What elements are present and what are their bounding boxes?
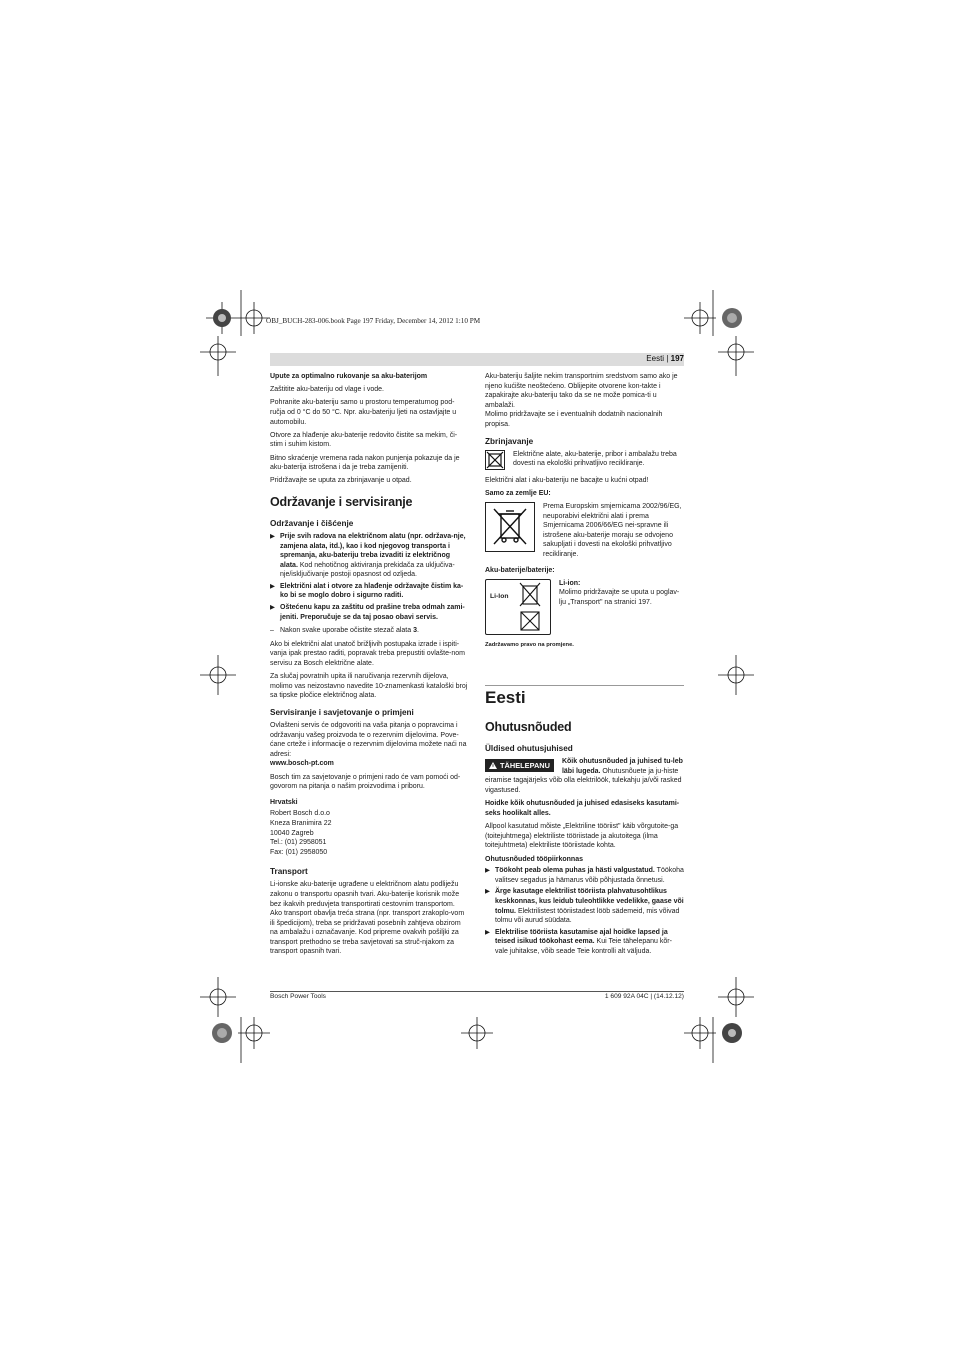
bullet-bold: Prije svih radova na električnom alatu (npr. održava-nje, zamjena alata, itd.), kao i kod njegovog transporta i spremanja, aku-bateriju treba izvaditi iz električnog alata. xyxy=(280,532,466,569)
tip-3: Bitno skraćenje vremena rada nakon punjenja pokazuje da je aku-baterija istrošena i da je treba zamijeniti. xyxy=(270,454,460,472)
warning-bold: Kõik ohutusnõuded ja juhised tu-leb läbi lugeda. xyxy=(561,758,683,775)
registration-mark-icon xyxy=(718,977,754,1017)
language-heading-estonian: Eesti xyxy=(485,688,526,707)
term-definition: Allpool kasutatud mõiste „Elektriline tööriist" käib võrgutoite-ga (toitejuhtmega) elektriliste tööriistade ja akutoitega (ilma toitejuhtmeta) elektriliste tööriistade kohta. xyxy=(485,823,679,850)
subheading-disposal: Zbrinjavanje xyxy=(485,436,534,446)
li-ion-icon-label: Li-Ion xyxy=(490,592,509,600)
transport-paragraph: Li-ionske aku-baterije ugrađene u električnom alatu podliježu zakonu o transportu opasnih tvari. Aku-baterije korisnik može bez ikakvih preduvjeta transportirati cestovnim transportom. Ako transport obavlja treća strana (npr. transport zrakoplo-vom ili špedicijom), treba se pridržavati posebnih zahtjeva obzirom na ambalažu i označavanje. Kod pripreme ovakvih pošiljki za transport prethodno se treba savjetovati sa struč-njakom za transport opasnih tvari. xyxy=(270,881,465,956)
page-number: 197 xyxy=(670,354,684,363)
section-heading-safety: Ohutusnõuded xyxy=(485,720,572,734)
bullet-item xyxy=(270,532,468,580)
registration-mark-icon xyxy=(718,655,754,695)
section-rule xyxy=(485,685,684,686)
li-ion-info xyxy=(559,579,684,608)
li-ion-label: Li-ion: xyxy=(559,579,581,587)
bullet-bold: Električni alat i otvore za hlađenje održavajte čistim ka-ko bi se moglo dobro i sigurno raditi. xyxy=(280,582,464,600)
batteries-label: Aku-baterije/baterije: xyxy=(485,566,555,574)
tip-4: Pridržavajte se uputa za zbrinjavanje u otpad. xyxy=(270,477,412,485)
crossed-bin-icon xyxy=(485,502,535,552)
warning-block xyxy=(485,757,684,795)
bullet-text: Kod nehotičnog aktiviranja prekidača za uključiva-nje/isključivanje postoji opasnost od ozljeda. xyxy=(280,561,455,579)
bullet-bold: Elektrilise tööriista kasutamise ajal hoidke lapsed ja teised isikud töökohast eema. xyxy=(495,928,668,946)
bullet-triangle-icon: ▶ xyxy=(270,532,275,540)
tip-0: Zaštitite aku-bateriju od vlage i vode. xyxy=(270,386,385,394)
bullet-text: Elektrilistest tööriistadest lööb sädemeid, mis võivad tolmu või aurud süüdata. xyxy=(495,907,680,925)
bullet-text: Töökoha valitsev segadus ja hämarus võib põhjustada õnnetusi. xyxy=(495,867,684,884)
national-regs: Molimo pridržavajte se i eventualnih dodatnih nacionalnih propisa. xyxy=(485,411,663,428)
no-household-waste: Električni alat i aku-bateriju ne bacajte u kućni otpad! xyxy=(485,476,649,484)
repair-paragraph: Ako bi električni alat unatoč brižljivih postupaka izrade i ispiti-vanja ipak prestao raditi, popravak treba prepustiti ovlašte-nom servisu za Bosch električne alate. xyxy=(270,640,465,668)
color-target-icon xyxy=(213,309,231,327)
registration-mark-icon xyxy=(238,1017,270,1049)
service-paragraph: Ovlašteni servis će odgovoriti na vaša pitanja o popravcima i održavanju vašeg proizvoda te o rezervnim dijelovima. Pove-ćane crteže i informacije o rezervnim dijelovima možete naći na adresi: xyxy=(270,722,467,758)
tips-title: Upute za optimalno rukovanje sa aku-baterijom xyxy=(270,373,428,380)
bullet-bold: Ärge kasutage elektrilist tööriista plahvatusohtlikus keskkonnas, kus leidub tuleohtlikke vedelikke, gaase või tolmu. xyxy=(495,888,684,915)
address-line: Fax: (01) 2958050 xyxy=(270,848,328,856)
li-ion-row xyxy=(485,579,684,635)
footer-doc-number: 1 609 92A 04C | (14.12.12) xyxy=(604,993,684,1000)
warning-text: Ohutusnõuete ja ju-histe eiramise tagajärjeks võib olla elektrilöök, tulekahju ja/või rasked vigastused. xyxy=(485,767,682,794)
color-target-icon xyxy=(722,308,742,328)
bullet-text: Kui Teie tähelepanu kõr-vale juhitakse, võib seade Teie kontrolli alt väljuda. xyxy=(495,938,672,955)
bullet-triangle-icon: ▶ xyxy=(485,888,490,896)
bullet-triangle-icon: ▶ xyxy=(270,582,275,590)
subheading-cleaning: Održavanje i čišćenje xyxy=(270,518,354,528)
dash-text: Nakon svake uporabe očistite stezač alata xyxy=(280,627,414,635)
subheading-work-area: Ohutusnõuded tööpiirkonnas xyxy=(485,855,583,863)
bullet-item xyxy=(485,928,684,957)
address-line: Robert Bosch d.o.o xyxy=(270,810,330,818)
dash-number: 3 xyxy=(413,627,417,635)
address-line: Tel.: (01) 2958051 xyxy=(270,839,327,847)
print-slug: OBJ_BUCH-283-006.book Page 197 Friday, December 14, 2012 1:10 PM xyxy=(266,317,481,325)
bullet-item xyxy=(270,582,468,601)
registration-mark-icon xyxy=(200,977,236,1017)
bullet-item xyxy=(485,887,684,925)
color-target-icon xyxy=(212,1023,232,1043)
advice-paragraph: Bosch tim za savjetovanje o primjeni rado će vam pomoći od-govorom na pitanja o našim proizvodima i priboru. xyxy=(270,773,461,791)
color-target-icon xyxy=(722,1023,742,1043)
page-header xyxy=(646,354,684,363)
tip-1: Pohranite aku-bateriju samo u prostoru temperaturnog pod-ručja od 0 °C do 50 °C. Npr. aku-bateriju ljeti na ostavljajte u automobilu. xyxy=(270,399,457,426)
shipping-paragraph: Aku-bateriju šaljite nekim transportnim sredstvom samo ako je njeno kućište neoštećeno. Oblijepite otvorene kon-takte i zapakirajte aku-bateriju tako da se ne može pomica-ti u ambalaži. xyxy=(485,373,678,409)
address-line: 10040 Zagreb xyxy=(270,829,314,837)
recycle-disposal-icon xyxy=(485,450,505,470)
registration-mark-icon xyxy=(684,302,716,334)
registration-mark-icon xyxy=(200,655,236,695)
section-heading-maintenance: Održavanje i servisiranje xyxy=(270,494,413,509)
country-label: Hrvatski xyxy=(270,798,298,806)
li-ion-battery-icon xyxy=(485,579,551,635)
registration-mark-icon xyxy=(200,336,236,376)
reserve-rights: Zadržavamo pravo na promjene. xyxy=(485,641,574,648)
bullet-triangle-icon: ▶ xyxy=(485,928,490,936)
registration-mark-icon xyxy=(718,336,754,376)
footer-rule xyxy=(270,991,684,992)
subheading-general-safety: Üldised ohutusjuhised xyxy=(485,744,573,753)
warning-triangle-icon xyxy=(489,762,497,769)
disposal-row xyxy=(485,450,684,470)
dash-item: – Nakon svake uporabe očistite stezač alata 3. xyxy=(270,627,419,635)
bullet-bold: Oštećenu kapu za zaštitu od prašine treba odmah zami-jeniti. Preporučuje se da taj posao obavi servis. xyxy=(280,604,465,621)
warning-label: TÄHELEPANU xyxy=(485,759,554,773)
subheading-transport: Transport xyxy=(270,867,308,877)
li-ion-text: Molimo pridržavajte se uputa u poglav-lju „Transport" na stranici 197. xyxy=(559,589,680,606)
eu-disposal-text: Prema Europskim smjernicama 2002/96/EG, neuporabivi električni alati i prema Smjernicama 2006/66/EG nei-spravne ili istrošene aku-baterije moraju se odvojeno sakupljati i dovesti na ekološki prihvatljivo recikliranje. xyxy=(543,502,682,558)
footer-brand: Bosch Power Tools xyxy=(270,993,326,1000)
subheading-service: Servisiranje i savjetovanje o primjeni xyxy=(270,708,414,717)
header-separator: | xyxy=(666,354,669,363)
bullet-item xyxy=(485,866,684,885)
right-column xyxy=(485,372,684,654)
registration-mark-icon xyxy=(684,1017,716,1049)
parts-paragraph: Za slučaj povratnih upita ili naručivanja rezervnih dijelova, molimo vas neizostavno navedite 10-znamenkasti kataloški broj sa tipske pločice električnog alata. xyxy=(270,673,468,700)
estonian-section xyxy=(485,688,684,958)
website-link[interactable]: www.bosch-pt.com xyxy=(270,760,334,768)
eu-only-label: Samo za zemlje EU: xyxy=(485,489,551,497)
bullet-triangle-icon: ▶ xyxy=(270,604,275,612)
bullet-item xyxy=(270,603,468,622)
bullet-bold: Töökoht peab olema puhas ja hästi valgustatud. xyxy=(495,867,655,875)
keep-instructions: Hoidke kõik ohutusnõuded ja juhised edasiseks kasutami-seks hoolikalt alles. xyxy=(485,800,680,817)
eu-disposal-row xyxy=(485,502,684,560)
bullet-triangle-icon: ▶ xyxy=(485,867,490,875)
address-line: Kneza Branimira 22 xyxy=(270,819,332,827)
header-band xyxy=(270,353,684,366)
left-column xyxy=(270,372,468,961)
registration-mark-icon xyxy=(461,1017,493,1049)
tip-2: Otvore za hlađenje aku-baterije redovito čistite sa mekim, či-stim i suhim kistom. xyxy=(270,431,458,449)
header-language: Eesti xyxy=(646,354,665,363)
disposal-text: Električne alate, aku-baterije, pribor i ambalažu treba dovesti na ekološki prihvatljivo recikliranje. xyxy=(513,450,677,468)
